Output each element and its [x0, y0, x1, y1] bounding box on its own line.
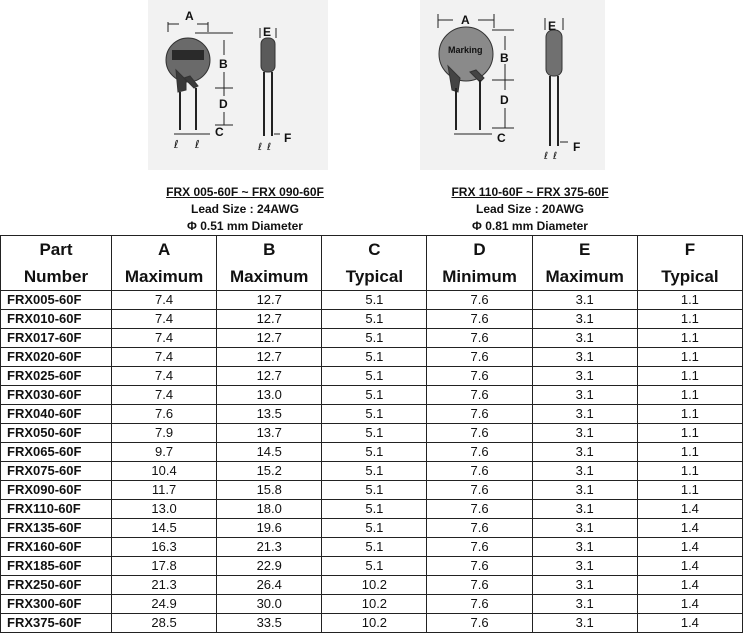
dimension-cell: 10.4	[112, 462, 217, 481]
table-row	[1, 310, 743, 329]
dimension-cell: 5.1	[322, 538, 427, 557]
dimension-cell: 7.4	[112, 348, 217, 367]
dimension-cell: 5.1	[322, 519, 427, 538]
dimension-cell: 5.1	[322, 386, 427, 405]
dimension-cell: 5.1	[322, 367, 427, 386]
caption-right	[400, 184, 660, 235]
left-lead-mark-3: ℓ	[258, 142, 263, 153]
caption-right-range: FRX 110-60F ~ FRX 375-60F	[451, 185, 609, 199]
dimension-cell: 7.4	[112, 329, 217, 348]
dimension-cell: 12.7	[217, 329, 322, 348]
dimension-cell: 17.8	[112, 557, 217, 576]
header-a-type: Maximum	[112, 263, 217, 291]
caption-left	[120, 184, 370, 235]
dimension-cell: 7.6	[427, 538, 532, 557]
table-row	[1, 329, 743, 348]
part-number-cell: FRX375-60F	[1, 614, 112, 633]
dimension-cell: 7.6	[427, 481, 532, 500]
header-a: A	[112, 236, 217, 264]
dimension-cell: 1.1	[637, 348, 742, 367]
caption-left-diameter: Φ 0.51 mm Diameter	[187, 219, 303, 233]
right-label-b: B	[500, 51, 509, 65]
dimension-cell: 7.6	[427, 519, 532, 538]
header-d-type: Minimum	[427, 263, 532, 291]
table-row	[1, 538, 743, 557]
part-number-cell: FRX110-60F	[1, 500, 112, 519]
dimension-cell: 3.1	[532, 557, 637, 576]
dimension-cell: 12.7	[217, 310, 322, 329]
right-label-f: F	[573, 140, 581, 154]
dimension-cell: 5.1	[322, 310, 427, 329]
dimension-cell: 1.1	[637, 424, 742, 443]
part-number-cell: FRX005-60F	[1, 291, 112, 310]
table-row	[1, 481, 743, 500]
header-number: Number	[1, 263, 112, 291]
right-label-e: E	[548, 19, 557, 33]
caption-right-lead-size: Lead Size : 20AWG	[475, 202, 585, 216]
dimension-cell: 1.1	[637, 405, 742, 424]
dimension-cell: 1.4	[637, 500, 742, 519]
dimension-cell: 5.1	[322, 291, 427, 310]
dimension-cell: 7.6	[427, 367, 532, 386]
part-number-cell: FRX025-60F	[1, 367, 112, 386]
dimension-cell: 7.6	[427, 405, 532, 424]
table-row	[1, 557, 743, 576]
dimension-cell: 3.1	[532, 481, 637, 500]
table-row	[1, 291, 743, 310]
dimension-cell: 7.6	[427, 595, 532, 614]
dimension-cell: 5.1	[322, 348, 427, 367]
dimension-cell: 1.1	[637, 386, 742, 405]
dimension-cell: 13.5	[217, 405, 322, 424]
dimension-cell: 3.1	[532, 367, 637, 386]
dimension-cell: 18.0	[217, 500, 322, 519]
part-number-cell: FRX185-60F	[1, 557, 112, 576]
table-row	[1, 595, 743, 614]
dimension-cell: 1.1	[637, 443, 742, 462]
dimension-cell: 14.5	[112, 519, 217, 538]
dimension-cell: 7.6	[112, 405, 217, 424]
dimension-cell: 3.1	[532, 348, 637, 367]
dimension-cell: 1.1	[637, 291, 742, 310]
part-number-cell: FRX040-60F	[1, 405, 112, 424]
header-part: Part	[1, 236, 112, 264]
table-row	[1, 386, 743, 405]
table-row	[1, 443, 743, 462]
table-header-row-2	[1, 263, 743, 291]
right-label-c: C	[497, 131, 506, 145]
dimension-cell: 3.1	[532, 329, 637, 348]
table-row	[1, 462, 743, 481]
dimensions-table	[0, 235, 743, 633]
header-f-type: Typical	[637, 263, 742, 291]
table-row	[1, 405, 743, 424]
dimension-cell: 12.7	[217, 367, 322, 386]
dimension-cell: 7.6	[427, 424, 532, 443]
part-number-cell: FRX135-60F	[1, 519, 112, 538]
dimension-cell: 7.6	[427, 348, 532, 367]
dimension-cell: 22.9	[217, 557, 322, 576]
table-row	[1, 614, 743, 633]
dimension-cell: 7.6	[427, 576, 532, 595]
dimension-cell: 19.6	[217, 519, 322, 538]
right-lead-mark-1: ℓ	[544, 151, 549, 162]
dimension-cell: 5.1	[322, 462, 427, 481]
dimension-cell: 7.6	[427, 443, 532, 462]
dimension-cell: 3.1	[532, 462, 637, 481]
table-row	[1, 367, 743, 386]
dimension-cell: 3.1	[532, 614, 637, 633]
header-e: E	[532, 236, 637, 264]
header-c: C	[322, 236, 427, 264]
part-number-cell: FRX050-60F	[1, 424, 112, 443]
dimension-cell: 1.4	[637, 576, 742, 595]
dimension-cell: 33.5	[217, 614, 322, 633]
dimension-cell: 7.4	[112, 291, 217, 310]
dimension-cell: 13.7	[217, 424, 322, 443]
dimension-cell: 12.7	[217, 348, 322, 367]
dimension-cell: 7.6	[427, 557, 532, 576]
table-body	[1, 291, 743, 633]
left-label-d: D	[219, 97, 228, 111]
dimension-cell: 10.2	[322, 576, 427, 595]
dimension-cell: 5.1	[322, 405, 427, 424]
part-number-cell: FRX017-60F	[1, 329, 112, 348]
dimension-cell: 5.1	[322, 329, 427, 348]
dimension-cell: 13.0	[217, 386, 322, 405]
dimension-cell: 7.6	[427, 386, 532, 405]
dimension-cell: 10.2	[322, 614, 427, 633]
dimension-cell: 21.3	[217, 538, 322, 557]
part-number-cell: FRX090-60F	[1, 481, 112, 500]
dimension-cell: 3.1	[532, 291, 637, 310]
table-row	[1, 348, 743, 367]
dimension-cell: 15.2	[217, 462, 322, 481]
caption-right-diameter: Φ 0.81 mm Diameter	[472, 219, 588, 233]
part-number-cell: FRX065-60F	[1, 443, 112, 462]
dimension-cell: 7.9	[112, 424, 217, 443]
left-lead-mark-2: ℓ	[195, 138, 200, 151]
dimension-cell: 28.5	[112, 614, 217, 633]
dimension-cell: 7.4	[112, 367, 217, 386]
dimension-cell: 7.6	[427, 310, 532, 329]
left-label-e: E	[263, 25, 272, 39]
dimension-cell: 3.1	[532, 538, 637, 557]
dimension-cell: 1.4	[637, 538, 742, 557]
dimension-cell: 15.8	[217, 481, 322, 500]
dimension-cell: 1.1	[637, 462, 742, 481]
dimension-cell: 1.1	[637, 481, 742, 500]
caption-left-lead-size: Lead Size : 24AWG	[190, 202, 300, 216]
dimension-cell: 7.6	[427, 291, 532, 310]
dimension-cell: 3.1	[532, 576, 637, 595]
dimension-cell: 11.7	[112, 481, 217, 500]
header-b-type: Maximum	[217, 263, 322, 291]
right-lead-mark-2: ℓ	[553, 151, 558, 162]
table-header-row-1	[1, 236, 743, 264]
header-c-type: Typical	[322, 263, 427, 291]
part-number-cell: FRX020-60F	[1, 348, 112, 367]
header-b: B	[217, 236, 322, 264]
dimension-cell: 5.1	[322, 500, 427, 519]
dimension-cell: 7.6	[427, 614, 532, 633]
dimension-cell: 5.1	[322, 481, 427, 500]
dimension-cell: 10.2	[322, 595, 427, 614]
dimension-cell: 26.4	[217, 576, 322, 595]
table-row	[1, 500, 743, 519]
left-label-a: A	[185, 9, 194, 23]
dimension-cell: 1.4	[637, 557, 742, 576]
dimension-cell: 3.1	[532, 443, 637, 462]
right-label-d: D	[500, 93, 509, 107]
dimension-cell: 3.1	[532, 595, 637, 614]
header-e-type: Maximum	[532, 263, 637, 291]
dimension-cell: 14.5	[217, 443, 322, 462]
dimension-cell: 21.3	[112, 576, 217, 595]
dimension-cell: 5.1	[322, 557, 427, 576]
dimension-cell: 7.6	[427, 329, 532, 348]
dimension-cell: 16.3	[112, 538, 217, 557]
part-number-cell: FRX030-60F	[1, 386, 112, 405]
dimension-cell: 7.6	[427, 462, 532, 481]
dimension-cell: 1.4	[637, 519, 742, 538]
left-lead-mark-4: ℓ	[267, 142, 272, 153]
dimension-cell: 3.1	[532, 386, 637, 405]
dimension-cell: 7.6	[427, 500, 532, 519]
table-row	[1, 424, 743, 443]
dimension-cell: 3.1	[532, 500, 637, 519]
dimension-cell: 3.1	[532, 405, 637, 424]
part-number-cell: FRX250-60F	[1, 576, 112, 595]
left-lead-mark-1: ℓ	[174, 138, 179, 151]
dimension-cell: 1.4	[637, 595, 742, 614]
part-number-cell: FRX300-60F	[1, 595, 112, 614]
right-label-a: A	[461, 13, 470, 27]
dimension-cell: 12.7	[217, 291, 322, 310]
dimension-cell: 1.4	[637, 614, 742, 633]
left-label-c: C	[215, 125, 224, 139]
header-d: D	[427, 236, 532, 264]
left-label-b: B	[219, 57, 228, 71]
dimension-cell: 1.1	[637, 367, 742, 386]
caption-left-range: FRX 005-60F ~ FRX 090-60F	[166, 185, 324, 199]
dimension-cell: 3.1	[532, 310, 637, 329]
dimension-cell: 9.7	[112, 443, 217, 462]
dimension-cell: 1.1	[637, 310, 742, 329]
dimension-cell: 5.1	[322, 443, 427, 462]
left-label-f: F	[284, 131, 292, 145]
dimension-cell: 1.1	[637, 329, 742, 348]
component-drawings	[0, 0, 743, 178]
dimension-cell: 5.1	[322, 424, 427, 443]
dimension-cell: 30.0	[217, 595, 322, 614]
header-f: F	[637, 236, 742, 264]
dimension-cell: 3.1	[532, 424, 637, 443]
dimension-cell: 7.4	[112, 310, 217, 329]
dimension-cell: 13.0	[112, 500, 217, 519]
part-number-cell: FRX075-60F	[1, 462, 112, 481]
table-row	[1, 519, 743, 538]
table-row	[1, 576, 743, 595]
dimension-cell: 24.9	[112, 595, 217, 614]
part-number-cell: FRX010-60F	[1, 310, 112, 329]
right-marking-label: Marking	[448, 45, 483, 55]
part-number-cell: FRX160-60F	[1, 538, 112, 557]
dimension-cell: 7.4	[112, 386, 217, 405]
dimension-cell: 3.1	[532, 519, 637, 538]
